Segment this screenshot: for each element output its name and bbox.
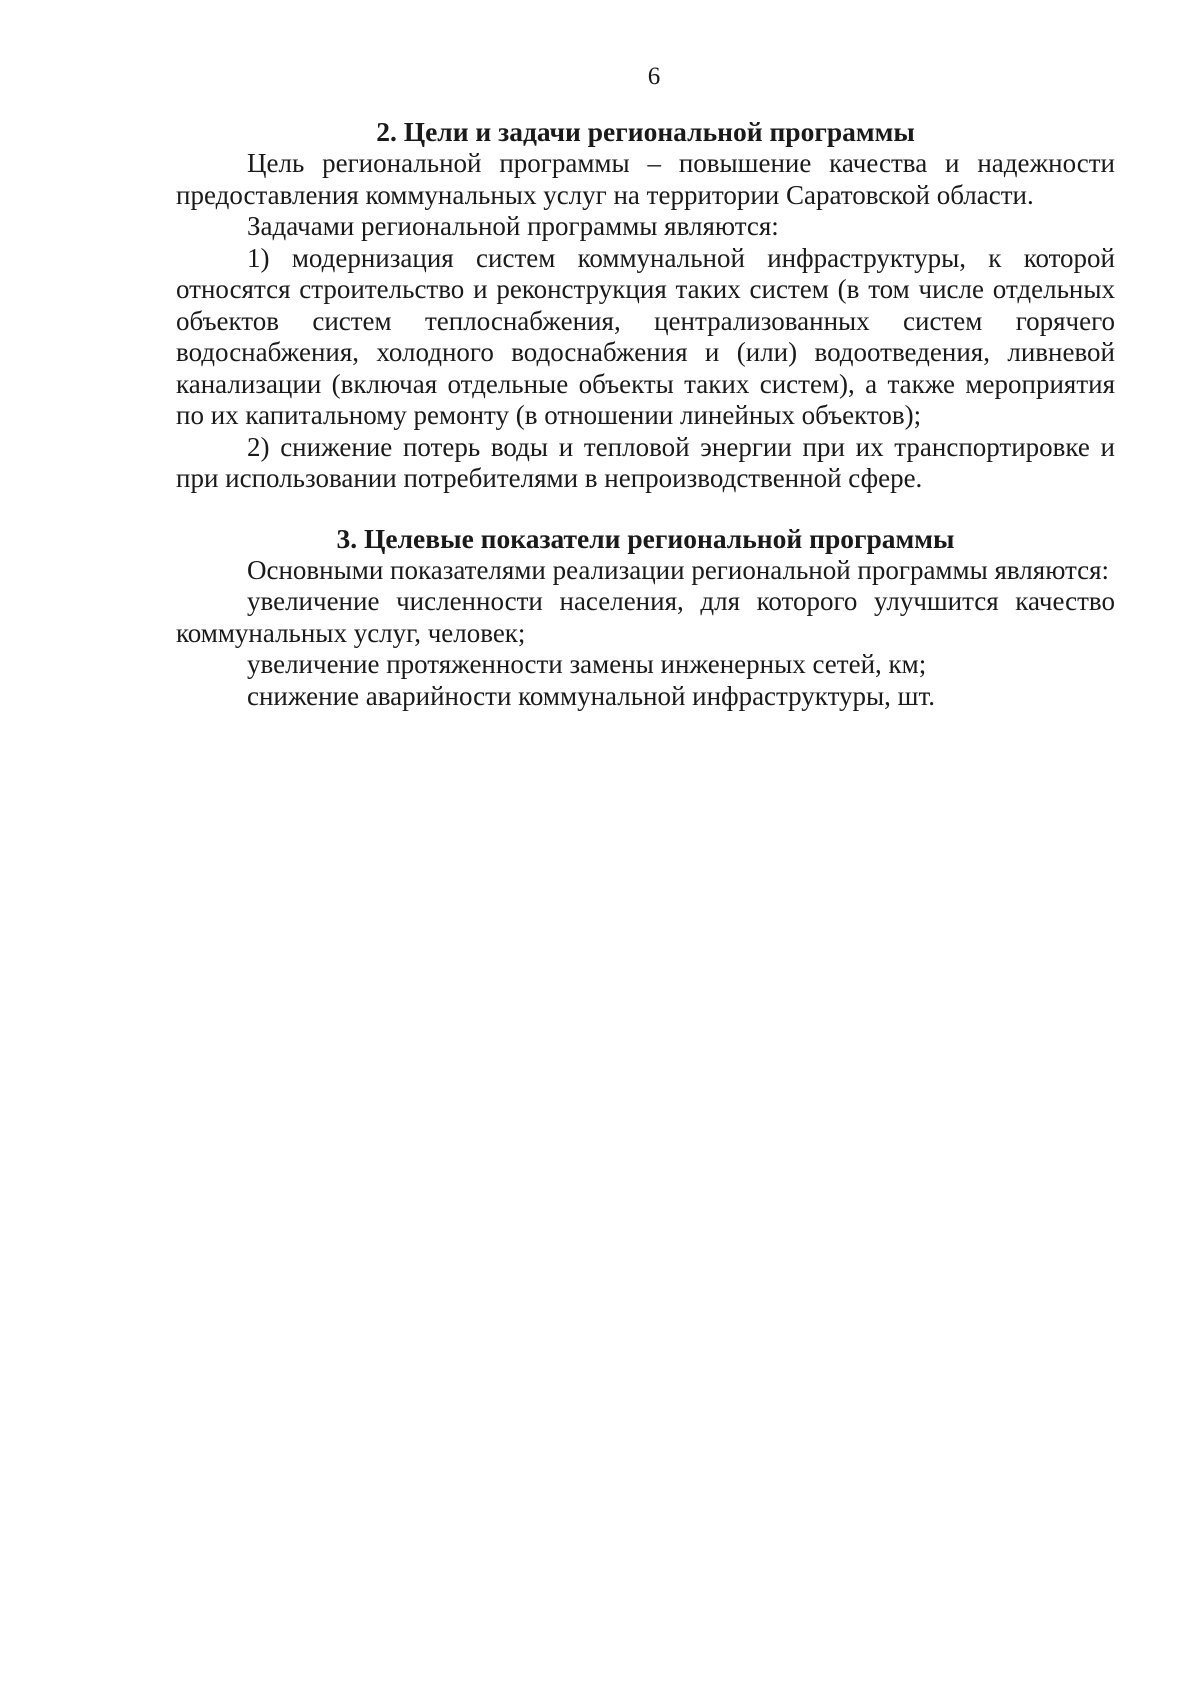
document-body	[176, 115, 1115, 712]
section-3-indicator-network-length: увеличение протяженности замены инженерных сетей, км;	[247, 649, 927, 679]
section-2-paragraph-goal: Цель региональной программы – повышение качества и надежности предоставления коммунальных услуг на территории Саратовской области.	[176, 148, 1115, 210]
section-3-indicator-population: увеличение численности населения, для которого улучшится качество коммунальных услуг, человек;	[176, 586, 1115, 648]
section-2-paragraph-tasks-intro: Задачами региональной программы являются:	[247, 211, 779, 241]
section-3-heading: 3. Целевые показатели региональной программы	[336, 522, 955, 554]
section-2-paragraph-task-1: 1) модернизация систем коммунальной инфраструктуры, к которой относятся строительство и реконструкция таких систем (в том числе отдельных объектов систем теплоснабжения, централизованных систем горячего водоснабжения, холодного водоснабжения и (или) водоотведения, ливневой канализации (включая отдельные объекты таких систем), а также мероприятия по их капитальному ремонту (в отношении линейных объектов);	[176, 242, 1115, 430]
section-2-heading: 2. Цели и задачи региональной программы	[376, 116, 915, 147]
page-number: 6	[647, 63, 661, 90]
section-3-indicator-accident-rate: снижение аварийности коммунальной инфраструктуры, шт.	[247, 680, 935, 711]
section-2-paragraph-task-2: 2) снижение потерь воды и тепловой энергии при их транспортировке и при использовании потребителями в непроизводственной сфере.	[176, 431, 1115, 493]
section-3-paragraph-intro: Основными показателями реализации региональной программы являются:	[247, 554, 1110, 585]
